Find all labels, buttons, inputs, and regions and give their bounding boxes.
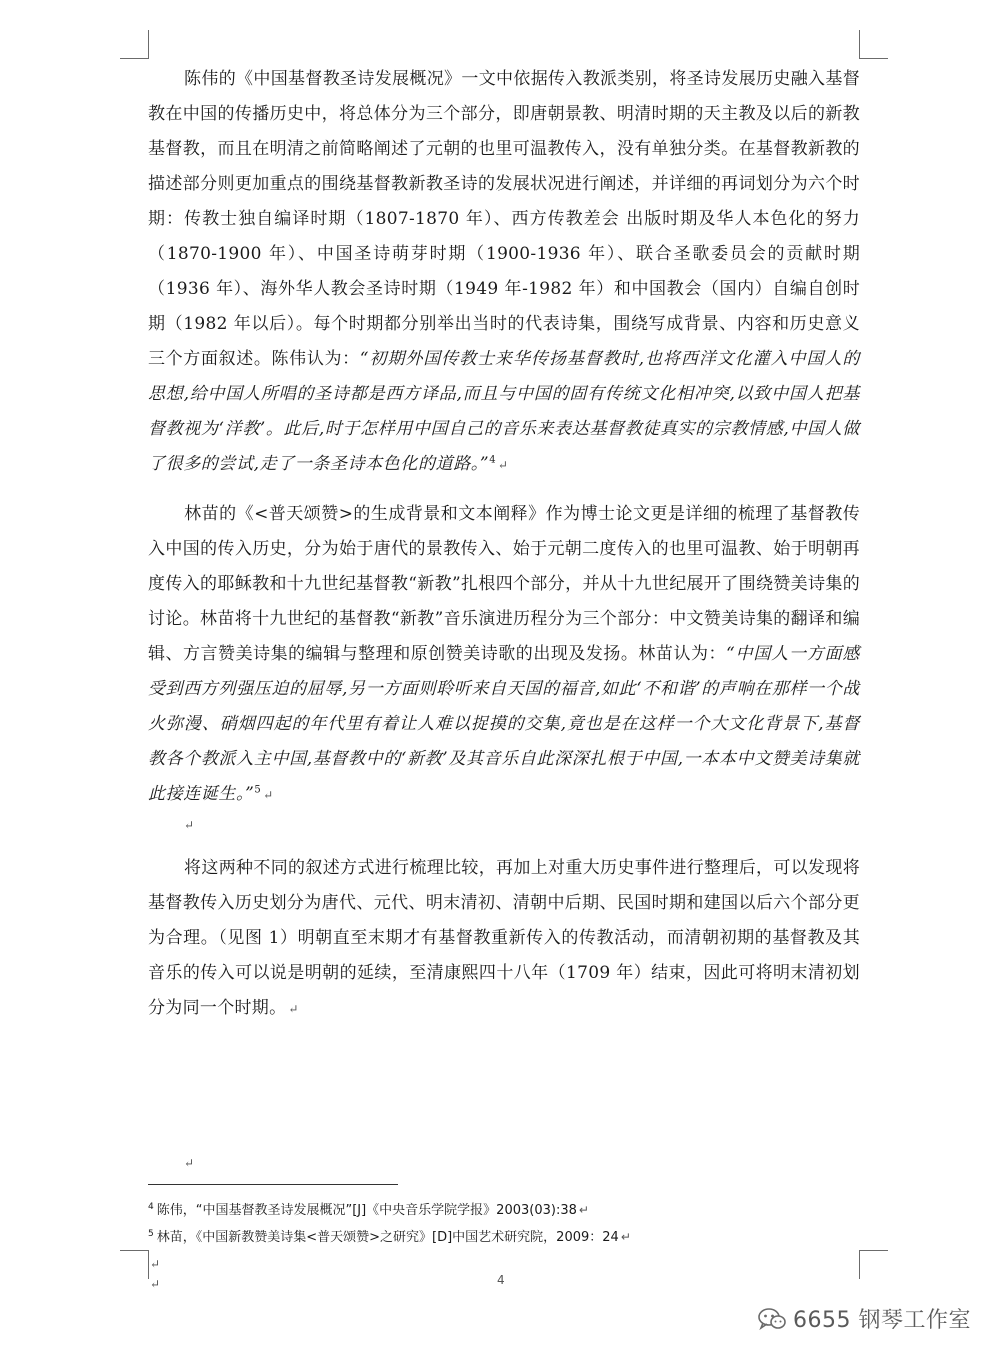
empty-paragraph: ↵ bbox=[184, 1156, 195, 1170]
trailing-paragraph-marks bbox=[150, 1254, 160, 1294]
paragraph-mark: ↵ bbox=[578, 1203, 589, 1217]
footnotes bbox=[148, 1197, 860, 1251]
footnote-number: 5 bbox=[148, 1228, 154, 1239]
paragraph-mark: ↵ bbox=[288, 1002, 299, 1016]
paragraph-1-text: 陈伟的《中国基督教圣诗发展概况》一文中依据传入教派类别，将圣诗发展历史融入基督教在中国的传播历史中，将总体分为三个部分，即唐朝景教、明清时期的天主教及以后的新教基督教，而且在明清之前简略阐述了元朝的也里可温教传入，没有单独分类。在基督教新教的描述部分则更加重点的围绕基督教新教圣诗的发展状况进行阐述，并详细的再词划分为六个时期：传教士独自编译时期（1807-1870 年）、西方传教差会 出版时期及华人本色化的努力（1870-1900 年）、中国圣诗萌芽时期（1900-1936 年）、联合圣歌委员会的贡献时期（1936 年）、海外华人教会圣诗时期（1949 年-1982 年）和中国教会（国内）自编自创时期（1982 年以后）。每个时期都分别举出当时的代表诗集，围绕写成背景、内容和历史意义三个方面叙述。陈伟认为： bbox=[148, 69, 860, 369]
watermark-text: 6655 钢琴工作室 bbox=[793, 1308, 971, 1333]
paragraph-mark: ↵ bbox=[620, 1230, 631, 1244]
watermark bbox=[757, 1303, 971, 1334]
empty-paragraph: ↵ bbox=[184, 818, 195, 832]
wechat-icon bbox=[757, 1306, 787, 1332]
footnote-text: 林苗，《中国新教赞美诗集<普天颂赞>之研究》[D]中国艺术研究院，2009：24 bbox=[156, 1230, 619, 1245]
paragraph-1-quote: “初期外国传教士来华传扬基督教时,也将西洋文化灌入中国人的思想,给中国人所唱的圣诗都是西方译品,而且与中国的固有传统文化相冲突,以致中国人把基督教视为‘洋教’。此后,时于怎样用中国自己的音乐来表达基督教徒真实的宗教情感,中国人做了很多的尝试,走了一条圣诗本色化的道路。” bbox=[148, 349, 860, 474]
paragraph-1 bbox=[148, 62, 860, 483]
crop-mark-top-left bbox=[120, 30, 149, 59]
paragraph-mark: ↵ bbox=[497, 458, 509, 472]
paragraph-2 bbox=[148, 497, 860, 813]
footnote-ref-4[interactable]: 4 bbox=[489, 454, 496, 466]
footnote-separator bbox=[148, 1184, 398, 1185]
footnote-ref-5[interactable]: 5 bbox=[254, 784, 262, 796]
crop-mark-top-right bbox=[859, 30, 888, 59]
footnote-4 bbox=[148, 1197, 860, 1224]
footnote-text: 陈伟，“中国基督教圣诗发展概况”[J]《中央音乐学院学报》2003(03):38 bbox=[156, 1203, 577, 1218]
crop-mark-bottom-right bbox=[859, 1250, 888, 1279]
page-body bbox=[148, 62, 860, 1027]
crop-mark-bottom-left bbox=[120, 1250, 149, 1279]
paragraph-3 bbox=[148, 851, 860, 1027]
paragraph-mark: ↵ bbox=[263, 788, 274, 802]
footnote-number: 4 bbox=[148, 1201, 154, 1212]
footnote-5 bbox=[148, 1224, 860, 1251]
paragraph-3-text: 将这两种不同的叙述方式进行梳理比较，再加上对重大历史事件进行整理后，可以发现将基督教传入历史划分为唐代、元代、明末清初、清朝中后期、民国时期和建国以后六个部分更为合理。（见图 1）明朝直至末期才有基督教重新传入的传教活动，而清朝初期的基督教及其音乐的传入可以说是明朝的延续，至清康熙四十八年（1709 年）结束，因此可将明末清初划分为同一个时期。 bbox=[148, 858, 860, 1018]
paragraph-mark: ↵ bbox=[150, 1257, 161, 1271]
paragraph-mark: ↵ bbox=[150, 1277, 161, 1291]
page-number: 4 bbox=[497, 1273, 505, 1287]
paragraph-2-text: 林苗的《<普天颂赞>的生成背景和文本阐释》作为博士论文更是详细的梳理了基督教传入中国的传入历史，分为始于唐代的景教传入、始于元朝二度传入的也里可温教、始于明朝再度传入的耶稣教和十九世纪基督教“新教”扎根四个部分，并从十九世纪展开了围绕赞美诗集的讨论。林苗将十九世纪的基督教“新教”音乐演进历程分为三个部分：中文赞美诗集的翻译和编辑、方言赞美诗集的编辑与整理和原创赞美诗歌的出现及发扬。林苗认为： bbox=[148, 504, 860, 664]
paragraph-2-quote: “中国人一方面感受到西方列强压迫的屈辱,另一方面则聆听来自天国的福音,如此‘不和谐’的声响在那样一个战火弥漫、硝烟四起的年代里有着让人难以捉摸的交集,竟也是在这样一个大文化背景下,基督教各个教派入主中国,基督教中的‘新教’及其音乐自此深深扎根于中国,一本本中文赞美诗集就此接连诞生。” bbox=[148, 644, 860, 804]
